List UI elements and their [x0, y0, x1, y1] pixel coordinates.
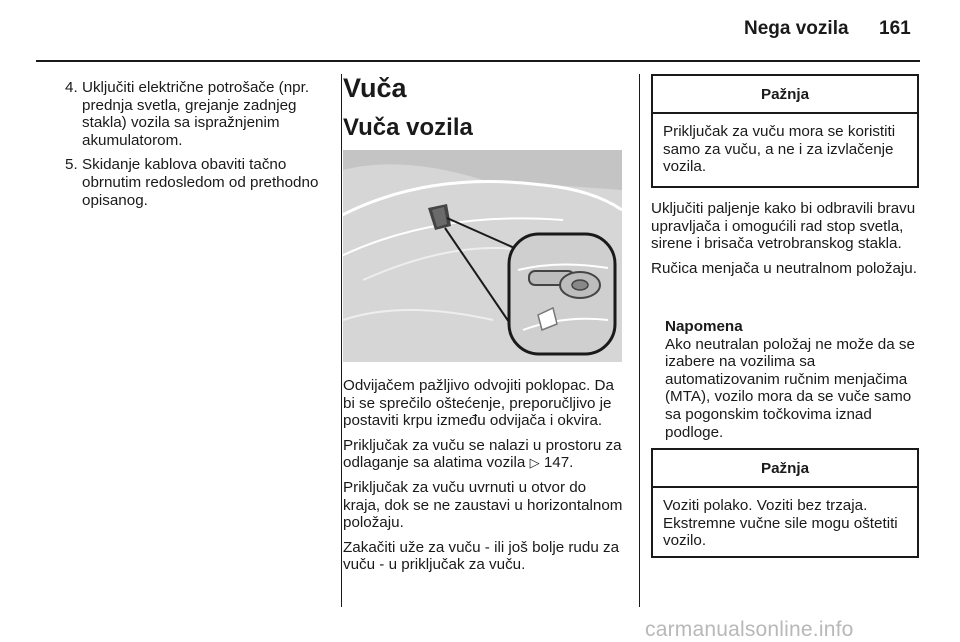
caution-text: Priključak za vuču mora se koristiti samo za vuču, a ne i za izvlačenje vozila. — [663, 123, 896, 176]
column-divider-right — [639, 74, 640, 607]
column-divider-left — [341, 74, 342, 607]
watermark: carmanualsonline.info — [645, 618, 854, 641]
page-reference-icon: ▷ — [529, 455, 540, 471]
note-text: Ako neutralan položaj ne može da se izabere na vozilima sa automatizovanim ručnim menjačima (MTA), vozilo mora da se vuče samo sa pogonskim točkovima iznad podloge. — [665, 335, 915, 441]
list-item — [65, 156, 333, 209]
caution-box — [651, 448, 919, 558]
section-title: Nega vozila — [744, 18, 849, 39]
paragraph: Odvijačem pažljivo odvojiti poklopac. Da bi se sprečilo oštećenje, preporučljivo je postaviti krpu između odvijača i okvira. — [343, 377, 614, 430]
middle-column — [343, 73, 627, 142]
note-title: Napomena — [665, 318, 743, 335]
section-heading: Vuča — [343, 73, 407, 103]
list-item — [65, 79, 333, 149]
paragraph — [343, 437, 627, 472]
note-block — [665, 318, 925, 441]
header-rule — [36, 60, 920, 62]
list-text: Uključiti električne potrošače (npr. prednja svetla, grejanje zadnjeg stakla) vozila sa ispražnjenim akumulatorom. — [82, 79, 310, 149]
middle-column-text — [343, 377, 627, 581]
caution-text: Voziti polako. Voziti bez trzaja. Ekstremne vučne sile mogu oštetiti vozilo. — [663, 497, 898, 550]
caution-box — [651, 74, 919, 188]
towing-eye-drawing — [343, 150, 622, 362]
caution-title: Pažnja — [653, 76, 917, 114]
paragraph-text: Priključak za vuču se nalazi u prostoru za odlaganje sa alatima vozila — [343, 436, 622, 472]
paragraph: Ručica menjača u neutralnom položaju. — [651, 259, 917, 277]
paragraph: Priključak za vuču uvrnuti u otvor do kraja, dok se ne zaustavi u horizontalnom položaju. — [343, 478, 623, 532]
page-reference[interactable]: 147. — [543, 454, 574, 472]
list-number: 5. — [65, 156, 78, 174]
towing-eye-illustration — [343, 150, 622, 362]
paragraph: Zakačiti uže za vuču - ili još bolje rudu za vuču - u priključak za vuču. — [343, 538, 620, 574]
subsection-heading: Vuča vozila — [343, 114, 473, 141]
left-column — [65, 79, 333, 216]
caution-title: Pažnja — [653, 450, 917, 488]
list-text: Skidanje kablova obaviti tačno obrnutim redosledom od prethodno opisanog. — [82, 156, 319, 209]
paragraph: Uključiti paljenje kako bi odbravili bravu upravljača i omogućili rad stop svetla, sirene i brisača vetrobranskog stakla. — [651, 200, 916, 253]
list-number: 4. — [65, 79, 78, 96]
page-number: 161 — [879, 18, 911, 39]
right-column-text — [651, 200, 927, 284]
